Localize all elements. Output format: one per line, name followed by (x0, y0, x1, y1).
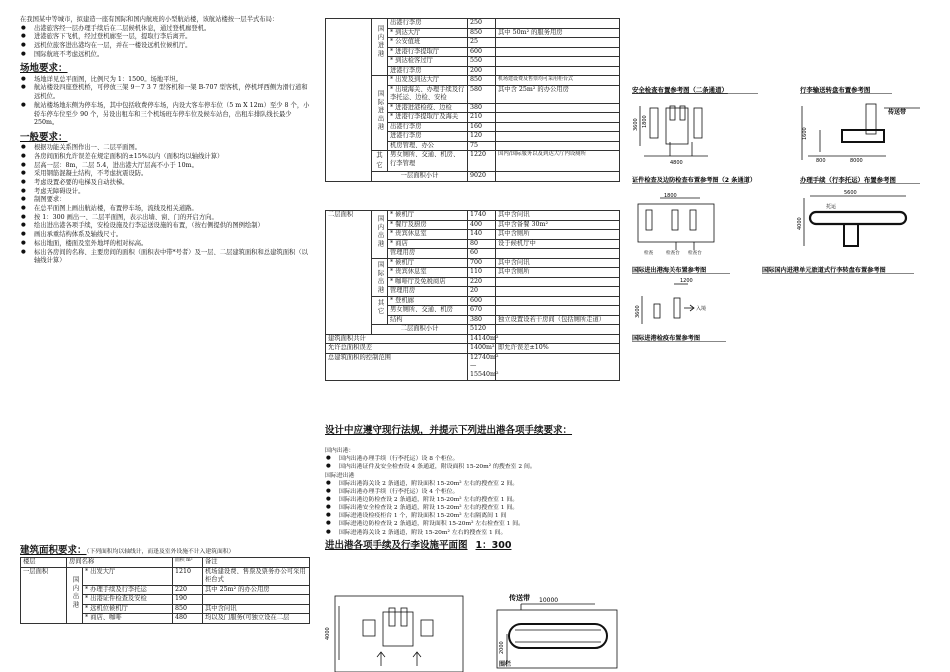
room-area: 160 (468, 122, 496, 132)
dim-label: 4000 (797, 217, 803, 230)
room-remark: 均以及门服务(可独立设在二层 (203, 614, 310, 624)
room-area: 1220 (468, 151, 496, 172)
list-item: ● 航站楼场地东侧为停车场，其中包括收费停车场，内设大客车停车位（5 m X 12m）至少 8 个，小轿车停车位至少 90 个，另设出租车和三个机场班车停车位及候车站台，出租车排队线长最少 250m。 (20, 102, 310, 128)
group-cell: 国内出港 (372, 211, 388, 259)
room-name: 出港行李房 (388, 122, 468, 132)
security-check-figure (640, 106, 708, 156)
dim-label: 3600 (633, 118, 639, 131)
table-header: 面积 m² (173, 558, 203, 568)
room-name: * 出境海关、办理手续及行李托运、边检、安检 (388, 85, 468, 103)
subtotal-value: 5120 (468, 325, 496, 335)
room-remark: 设于候机厅中 (496, 239, 620, 249)
list-item: ● 场地详见总平面图，比例尺为 1：1500。场地平坦。 (20, 76, 310, 85)
room-remark: 其中含 25m² 的办公用房 (496, 85, 620, 103)
room-name: * 候机厅 (388, 211, 468, 221)
dim-label: 2000 (499, 641, 505, 654)
length-label: 10000 (539, 597, 559, 604)
room-remark (496, 287, 620, 297)
checkin-counter (363, 620, 375, 636)
room-remark (496, 66, 620, 76)
list-item: ● 采用钢筋混凝土结构，不考虑抗震设防。 (20, 170, 310, 179)
checkin-figure (804, 196, 906, 246)
room-area: 80 (468, 239, 496, 249)
room-area: 400 (468, 220, 496, 230)
group-cell: 其它 (372, 151, 388, 172)
room-remark (496, 306, 620, 316)
room-area: 220 (468, 277, 496, 287)
list-item: ● 国内出港办理手续（行李托运）设 8 个柜位。 (325, 455, 620, 463)
room-name: * 贵宾休息室 (388, 268, 468, 278)
room-remark (496, 113, 620, 123)
room-name: * 餐厅及厨房 (388, 220, 468, 230)
room-name: * 商店、咖啡 (83, 614, 173, 624)
room-remark (203, 595, 310, 605)
dim-label: 1600 (802, 127, 808, 140)
table-row (326, 353, 620, 380)
tolerance-value: 1400m² (468, 344, 496, 354)
program-heading: 建筑面积要求： (20, 545, 87, 556)
room-area: 850 (468, 76, 496, 86)
list-item: ● 考虑设置必要的电梯及自动扶梯。 (20, 179, 310, 188)
list-item: ● 在总平面图上画出航站楼，布置停车场，流线及相关道路。 (20, 205, 310, 214)
program-section (20, 544, 310, 624)
room-name: * 到达检客过厅 (388, 57, 468, 67)
room-area: 600 (468, 47, 496, 57)
room-area: 380 (468, 103, 496, 113)
security-gate (383, 612, 413, 646)
room-name: * 出发及到达大厅 (388, 76, 468, 86)
program-table (20, 557, 310, 624)
room-area: 210 (468, 113, 496, 123)
room-area: 60 (468, 249, 496, 259)
procedures-section (325, 424, 620, 552)
room-name: * 贵宾休息室 (388, 230, 468, 240)
area-table-floor2 (325, 210, 620, 381)
label: 入境 (696, 306, 707, 312)
group-cell: 国内出港 (67, 567, 83, 623)
label: 检查 (644, 251, 654, 256)
room-area: 670 (468, 306, 496, 316)
room-remark (496, 57, 620, 67)
table-row (21, 558, 310, 568)
list-item: ● 国际进港边防检查设 2 条通道，附设面积 15-20m² 左右检查室 1 间。 (325, 520, 620, 528)
list-item: ● 考虑无障碍设计。 (20, 188, 310, 197)
room-remark: 其中含问讯 (496, 258, 620, 268)
facilities-plan-figure (325, 590, 620, 672)
room-name: * 出发大厅 (83, 567, 173, 585)
room-area: 1740 (468, 211, 496, 221)
list-item: ● 国际出港安全检查设 2 条通道，附设 15-20m² 左右的搜查室 1 间。 (325, 504, 620, 512)
checkin-counter (421, 620, 433, 636)
room-name: * 登机廊 (388, 296, 468, 306)
domestic-title: 国内出港： (325, 448, 355, 455)
reference-figures (630, 86, 942, 346)
room-remark: 其中 50m² 的服务用房 (496, 28, 620, 38)
table-row (326, 344, 620, 354)
list-item: ● 远机位旅客进出港均在一层，并在一楼设远机位候机厅。 (20, 42, 310, 51)
room-name: * 进港行李提取厅 (388, 47, 468, 57)
room-name: * 出港证件检查及安检 (83, 595, 173, 605)
table-header: 楼层 (21, 558, 67, 568)
room-name: * 公安值班 (388, 38, 468, 48)
group-cell: 国际出港 (372, 258, 388, 296)
baggage-carousel (509, 624, 607, 648)
room-remark: 机场建设费、售票及票务办公可采用柜台式 (203, 567, 310, 585)
room-remark (496, 103, 620, 113)
floor-cell: 二层面积 (326, 211, 372, 335)
room-remark (496, 19, 620, 29)
list-item: ● 绘出进出港各项手续，安检设施及行李运送设施的布置，（按右侧提供的图例绘制） (20, 222, 310, 231)
list-item: ● 国际航班不考虑远机位。 (20, 51, 310, 60)
table-header: 房间名称 (67, 558, 173, 568)
room-remark: 其中含问讯 (203, 604, 310, 614)
list-item: ● 出港旅客经一层办理手续后在二层候机休息，通过登机廊登机。 (20, 25, 310, 34)
dim-label: 8000 (850, 158, 863, 164)
list-item: ● 层高一层：8m，二层 5.4，进出港大厅层高不小于 10m。 (20, 162, 310, 171)
table-header: 备注 (203, 558, 310, 568)
security-post (401, 608, 407, 626)
room-remark: 其中含厕所 (496, 268, 620, 278)
procedures-heading: 设计中应遵守现行法规，并提示下列进出港各项手续要求： (325, 425, 573, 436)
room-name: 进港行李房 (388, 132, 468, 142)
passport-figure (638, 198, 714, 250)
dim-label: 3600 (635, 305, 641, 318)
tolerance-label: 允许总面积误差 (326, 344, 468, 354)
figure-title: 证件检查及边防检查布置参考图（2 条通道） (632, 177, 757, 184)
list-item: ● 制图要求： (20, 196, 310, 205)
figure-title: 国际国内进港单元旅道式行李转盘布置参考图 (762, 267, 886, 274)
floor-cell: 一层面积 (21, 567, 67, 623)
range-value: 12740m²—15540m² (468, 353, 496, 380)
list-item: ● 国际出港海关设 2 条通道，附设面积 15-20m² 左右的搜查室 2 间。 (325, 480, 620, 488)
room-area: 220 (173, 585, 203, 595)
list-item: ● 国际出港边防检查设 2 条通道，附设 15-20m² 左右的搜查室 1 间。 (325, 496, 620, 504)
room-area: 190 (173, 595, 203, 605)
room-area: 850 (173, 604, 203, 614)
list-item: ● 国际出港办理手续（行李托运）设 4 个柜位。 (325, 488, 620, 496)
carousel-frame (497, 610, 617, 668)
room-remark (496, 249, 620, 259)
label: 检查台 (688, 251, 702, 256)
room-name: 管理用房 (388, 249, 468, 259)
list-item: ● 标出地面，楼面及室外地坪的相对标高。 (20, 240, 310, 249)
room-remark (496, 277, 620, 287)
room-area: 580 (468, 85, 496, 103)
room-remark: 其中含备餐 30m² (496, 220, 620, 230)
room-remark: 国内/国际服务以及到达大厅内设厕所 (496, 151, 620, 172)
total-label: 建筑面积共计 (326, 334, 468, 344)
list-item: ● 画出承重结构体系及轴线尺寸。 (20, 231, 310, 240)
room-area: 250 (468, 19, 496, 29)
figure-title: 安全检查布置参考图（二条通道） (632, 86, 728, 94)
room-area: 120 (468, 132, 496, 142)
room-area: 200 (468, 66, 496, 76)
subtotal-value: 9020 (468, 172, 496, 182)
dim-label: 1800 (664, 193, 677, 199)
room-name: * 远机位候机厅 (83, 604, 173, 614)
room-remark: 其中含厕所 (496, 230, 620, 240)
range-label: 总建筑面积的控制范围 (326, 353, 468, 380)
table-row (21, 567, 310, 585)
fence-label: 围栏 (499, 661, 512, 668)
conveyor-label: 传送带 (509, 594, 530, 602)
label: 检查台 (666, 251, 680, 256)
facilities-heading: 进出港各项手续及行李设施平面图 (325, 539, 468, 551)
room-name: * 咖啡厅及免税商店 (388, 277, 468, 287)
room-name: 管理用房 (388, 287, 468, 297)
room-area: 1210 (173, 567, 203, 585)
dim-label: 800 (816, 158, 826, 164)
room-area: 600 (468, 296, 496, 306)
dim-label: 4800 (670, 160, 683, 166)
site-heading: 场地要求： (20, 63, 68, 75)
subtotal-label: 二层面积小计 (372, 325, 468, 335)
table-row (326, 19, 620, 29)
room-area: 700 (468, 258, 496, 268)
plan-frame (335, 596, 463, 672)
list-item: ● 国际进港海关设 2 条通道，附设 15-20m² 左右的搜查室 1 间。 (325, 529, 620, 537)
list-item: ● 国内出港证件及安全检查设 4 条通道，附设面积 15-20m² 的搜查室 2 间。 (325, 463, 620, 471)
list-item: ● 标出各房间的名称、主要房间的面积（面积表中带*号者）及一层、二层建筑面积和总建筑面积（以轴线计算） (20, 249, 310, 266)
room-name: 男女厕所、交通、机房 (388, 306, 468, 316)
figure-title: 国际进出港海关布置参考图 (632, 267, 707, 274)
list-item: ● 航站楼设四座登机桥，可停放三架 9－7 3 7 型客机和一架 B-707 型客机，停机坪西侧为滑行道和远机位。 (20, 84, 310, 101)
room-remark (496, 132, 620, 142)
room-name: * 进港进港检疫、边检 (388, 103, 468, 113)
group-cell: 国际进出港 (372, 76, 388, 151)
dim-label: 1200 (680, 278, 693, 284)
room-remark: 其中 25m² 的办公用房 (203, 585, 310, 595)
room-remark: 机场建设费及售票均可采用柜台式 (496, 76, 620, 86)
room-remark: 其中含问讯 (496, 211, 620, 221)
room-area: 140 (468, 230, 496, 240)
list-item: ● 进港旅客下飞机，经过登机廊至一层，提取行李后离开。 (20, 33, 310, 42)
intl-title: 国际进出港 (325, 472, 355, 479)
domestic-list (325, 455, 620, 471)
figure-title: 国际进港检疫布置参考图 (632, 335, 701, 342)
room-area: 110 (468, 268, 496, 278)
label: 托运 (826, 204, 837, 210)
table-row (326, 211, 620, 221)
security-post (389, 608, 395, 626)
area-table (325, 18, 620, 182)
total-value: 14140m² (468, 334, 496, 344)
dim-label: 1800 (642, 115, 648, 128)
group-cell: 其它 (372, 296, 388, 325)
site-list (20, 76, 310, 128)
room-name: * 进港行李提取厅及海关 (388, 113, 468, 123)
room-remark (496, 38, 620, 48)
customs-figure (642, 284, 694, 324)
room-name: 结构 (388, 315, 468, 325)
room-name: 机房管理、办公 (388, 141, 468, 151)
floor-cell (326, 19, 372, 182)
figure-title: 办理手续（行李托运）布置参考图 (800, 176, 896, 184)
room-name: * 候机厅 (388, 258, 468, 268)
room-remark (496, 122, 620, 132)
intro-text: 在我国某中等城市，拟建造一座有国际和国内航班的小型航站楼，该航站楼按一层半式布局： (20, 16, 279, 23)
program-note: （下列面积均以轴线计，而逢及室外设施不计入建筑面积） (86, 549, 235, 555)
room-remark: 独立设置设若干房间（包括厕所走道） (496, 315, 620, 325)
room-area: 550 (468, 57, 496, 67)
general-heading: 一般要求： (20, 131, 68, 143)
room-area: 380 (468, 315, 496, 325)
list-item: ● 根据功能关系图作出一、二层平面图。 (20, 144, 310, 153)
room-name: * 办理手续及行李托运 (83, 585, 173, 595)
room-remark (496, 296, 620, 306)
dim-label: 5600 (844, 190, 857, 196)
group-cell: 国内进港 (372, 19, 388, 76)
room-name: 出港行李房 (388, 19, 468, 29)
room-area: 20 (468, 287, 496, 297)
subtotal-label: 一层面积小计 (372, 172, 468, 182)
figure-title: 行李输送转盘布置参考图 (800, 86, 871, 94)
room-remark (496, 47, 620, 57)
room-name: * 商店 (388, 239, 468, 249)
dim-label: 4000 (325, 627, 331, 640)
room-area: 480 (173, 614, 203, 624)
room-remark (496, 141, 620, 151)
room-name: 进港行李房 (388, 66, 468, 76)
list-item: ● 按 1：300 画出一、二层平面图，表示出墙、窗、门的开启方向。 (20, 214, 310, 223)
list-item: ● 各房间面积允许误差在规定面积的±15%以内（面积均以轴线计算） (20, 153, 310, 162)
intro-section (20, 16, 310, 266)
table-row (326, 334, 620, 344)
room-area: 25 (468, 38, 496, 48)
list-item: ● 国际进港设检疫柜台 1 个，附设面积 15-20m² 左右隔离间 1 间 (325, 512, 620, 520)
room-area: 75 (468, 141, 496, 151)
room-name: 男女厕所、交通、机房、行李管理 (388, 151, 468, 172)
room-name: * 到达大厅 (388, 28, 468, 38)
general-list (20, 144, 310, 266)
tolerance-remark: 即允许误差±10% (496, 344, 620, 354)
intro-list (20, 25, 310, 60)
facilities-scale: 1：300 (475, 539, 512, 551)
room-area: 850 (468, 28, 496, 38)
label: 传送带 (888, 109, 907, 116)
intl-list (325, 480, 620, 537)
